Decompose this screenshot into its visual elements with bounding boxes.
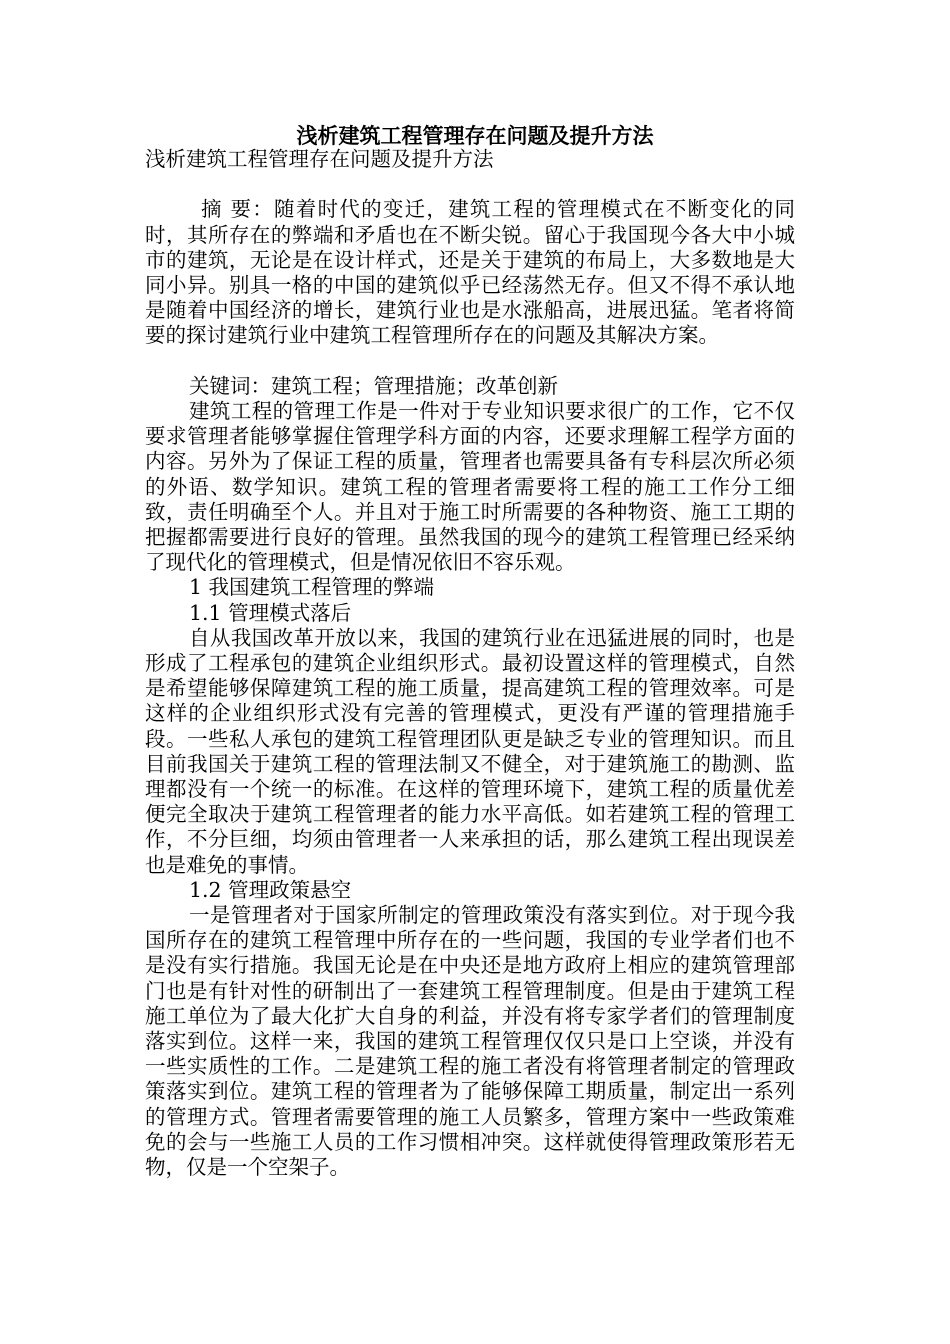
body-paragraph: 一是管理者对于国家所制定的管理政策没有落实到位。对于现今我国所存在的建筑工程管理中所存在的一些问题，我国的专业学者们也不是没有实行措施。我国无论是在中央还是地方政府上相应的建筑管理部门也是有针对性的研制出了一套建筑工程管理制度。但是由于建筑工程施工单位为了最大化扩大自身的利益，并没有将专家学者们的管理制度落实到位。这样一来，我国的建筑工程管理仅仅只是口上空谈，并没有一些实质性的工作。二是建筑工程的施工者没有将管理者制定的管理政策落实到位。建筑工程的管理者为了能够保障工期质量，制定出一系列的管理方式。管理者需要管理的施工人员繁多，管理方案中一些政策难免的会与一些施工人员的工作习惯相冲突。这样就使得管理政策形若无物，仅是一个空架子。 bbox=[145, 903, 795, 1180]
subsection-heading: 1.1 管理模式落后 bbox=[189, 600, 352, 625]
abstract-paragraph: 摘 要：随着时代的变迁，建筑工程的管理模式在不断变化的同时，其所存在的弊端和矛盾也在不断尖锐。留心于我国现今各大中小城市的建筑，无论是在设计样式，还是关于建筑的布局上，大多数地是大同小异。别具一格的中国的建筑似乎已经荡然无存。但又不得不承认地是随着中国经济的增长，建筑行业也是水涨船高，进展迅猛。笔者将简要的探讨建筑行业中建筑工程管理所存在的问题及其解决方案。 bbox=[145, 197, 795, 348]
section-heading: 1 我国建筑工程管理的弊端 bbox=[189, 575, 435, 600]
intro-paragraph: 建筑工程的管理工作是一件对于专业知识要求很广的工作，它不仅要求管理者能够掌握住管理学科方面的内容，还要求理解工程学方面的内容。另外为了保证工程的质量，管理者也需要具备有专科层次所必须的外语、数学知识。建筑工程的管理者需要将工程的施工工作分工细致，责任明确至个人。并且对于施工时所需要的各种物资、施工工期的把握都需要进行良好的管理。虽然我国的现今的建筑工程管理已经采纳了现代化的管理模式，但是情况依旧不容乐观。 bbox=[145, 399, 795, 575]
document-subtitle: 浅析建筑工程管理存在问题及提升方法 bbox=[145, 147, 494, 171]
document-title: 浅析建筑工程管理存在问题及提升方法 bbox=[296, 124, 654, 148]
keywords-line: 关键词：建筑工程；管理措施；改革创新 bbox=[189, 373, 558, 398]
subsection-heading: 1.2 管理政策悬空 bbox=[189, 877, 352, 902]
body-paragraph: 自从我国改革开放以来，我国的建筑行业在迅猛进展的同时，也是形成了工程承包的建筑企业组织形式。最初设置这样的管理模式，自然是希望能够保障建筑工程的施工质量，提高建筑工程的管理效率。可是这样的企业组织形式没有完善的管理模式，更没有严谨的管理措施手段。一些私人承包的建筑工程管理团队更是缺乏专业的管理知识。而且目前我国关于建筑工程的管理法制又不健全，对于建筑施工的勘测、监理都没有一个统一的标准。在这样的管理环境下，建筑工程的质量优差便完全取决于建筑工程管理者的能力水平高低。如若建筑工程的管理工作，不分巨细，均须由管理者一人来承担的话，那么建筑工程出现误差也是难免的事情。 bbox=[145, 625, 795, 877]
blank-line bbox=[145, 349, 795, 374]
document-body bbox=[145, 147, 795, 1180]
blank-line bbox=[145, 172, 795, 197]
